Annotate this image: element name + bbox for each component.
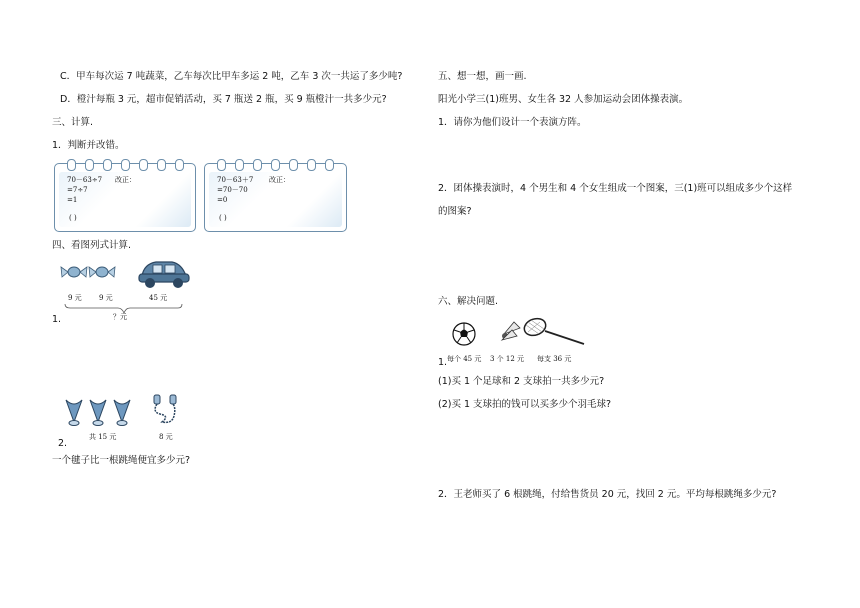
notebook-box-2 <box>204 163 347 232</box>
section-3-title: 三、计算. <box>52 117 94 128</box>
box1-answer-paren[interactable]: ( ) <box>69 214 77 222</box>
soccer-ball-price: 每个 45 元 <box>447 355 482 363</box>
box2-line1: 70－63＋7 <box>217 176 254 184</box>
section-5-title: 五、想一想，画一画. <box>438 71 527 82</box>
ring-icon <box>217 159 226 171</box>
shuttlecock-icon <box>62 396 142 428</box>
ring-icon <box>67 159 76 171</box>
section-5-intro: 阳光小学三(1)班男、女生各 32 人参加运动会团体操表演。 <box>438 94 689 105</box>
jump-rope-price: 8 元 <box>159 433 173 441</box>
section-5-question-2-line-2: 的图案? <box>438 206 472 217</box>
ring-icon <box>325 159 334 171</box>
section-6-title: 六、解决问题. <box>438 296 499 307</box>
section-6-question-1a: (1)买 1 个足球和 2 支球拍一共多少元? <box>438 376 605 387</box>
ring-icon <box>175 159 184 171</box>
section-5-question-1: 1．请你为他们设计一个表演方阵。 <box>438 117 587 128</box>
section-4-title: 四、看图列式计算. <box>52 240 132 251</box>
shuttlecock-bundle-price: 3 个 12 元 <box>490 355 525 363</box>
box2-line2: =70－70 <box>217 186 248 194</box>
section-6-question-2: 2．王老师买了 6 根跳绳，付给售货员 20 元，找回 2 元。平均每根跳绳多少元? <box>438 489 777 500</box>
ring-icon <box>235 159 244 171</box>
shuttlecock-price: 共 15 元 <box>89 433 117 441</box>
ring-icon <box>139 159 148 171</box>
section-3-question-1: 1．判断并改错。 <box>52 140 125 151</box>
car-price: 45 元 <box>149 294 168 302</box>
jump-rope-icon <box>148 392 184 428</box>
soccer-ball-icon <box>452 322 476 346</box>
box2-correct-label: 改正： <box>269 176 290 184</box>
toy-car-icon <box>136 256 192 290</box>
box1-line3: =1 <box>67 196 78 204</box>
section-6-question-1b: (2)买 1 支球拍的钱可以买多少个羽毛球? <box>438 399 612 410</box>
box1-correct-label: 改正： <box>115 176 136 184</box>
ring-icon <box>307 159 316 171</box>
ring-icon <box>85 159 94 171</box>
shuttlecock-small-icon <box>500 318 524 342</box>
badminton-racket-icon <box>522 316 588 346</box>
picture-1-number: 1. <box>52 314 62 325</box>
notebook-box-1 <box>54 163 196 232</box>
question-d: D．橙汁每瓶 3 元，超市促销活动，买 7 瓶送 2 瓶，买 9 瓶橙汁一共多少元? <box>60 94 387 105</box>
candy-price-1: 9 元 <box>68 294 82 302</box>
total-unknown: ？元 <box>113 313 127 321</box>
ring-icon <box>103 159 112 171</box>
ring-icon <box>289 159 298 171</box>
racket-price: 每支 36 元 <box>537 355 572 363</box>
box1-line2: =7÷7 <box>67 186 88 194</box>
picture-2-question: 一个毽子比一根跳绳便宜多少元? <box>52 455 191 466</box>
ring-icon <box>121 159 130 171</box>
candy-price-2: 9 元 <box>99 294 113 302</box>
ring-icon <box>253 159 262 171</box>
ring-icon <box>271 159 280 171</box>
section-6-picture-number: 1. <box>438 357 448 368</box>
box1-line1: 70－63÷7 <box>67 176 103 184</box>
box2-answer-paren[interactable]: ( ) <box>219 214 227 222</box>
picture-2-number: 2. <box>58 438 68 449</box>
box2-line3: =0 <box>217 196 228 204</box>
section-5-question-2-line-1: 2．团体操表演时，4 个男生和 4 个女生组成一个图案，三(1)班可以组成多少个这样 <box>438 183 793 194</box>
ring-icon <box>157 159 166 171</box>
question-c: C．甲车每次运 7 吨蔬菜，乙车每次比甲车多运 2 吨，乙车 3 次一共运了多少吨? <box>60 71 403 82</box>
